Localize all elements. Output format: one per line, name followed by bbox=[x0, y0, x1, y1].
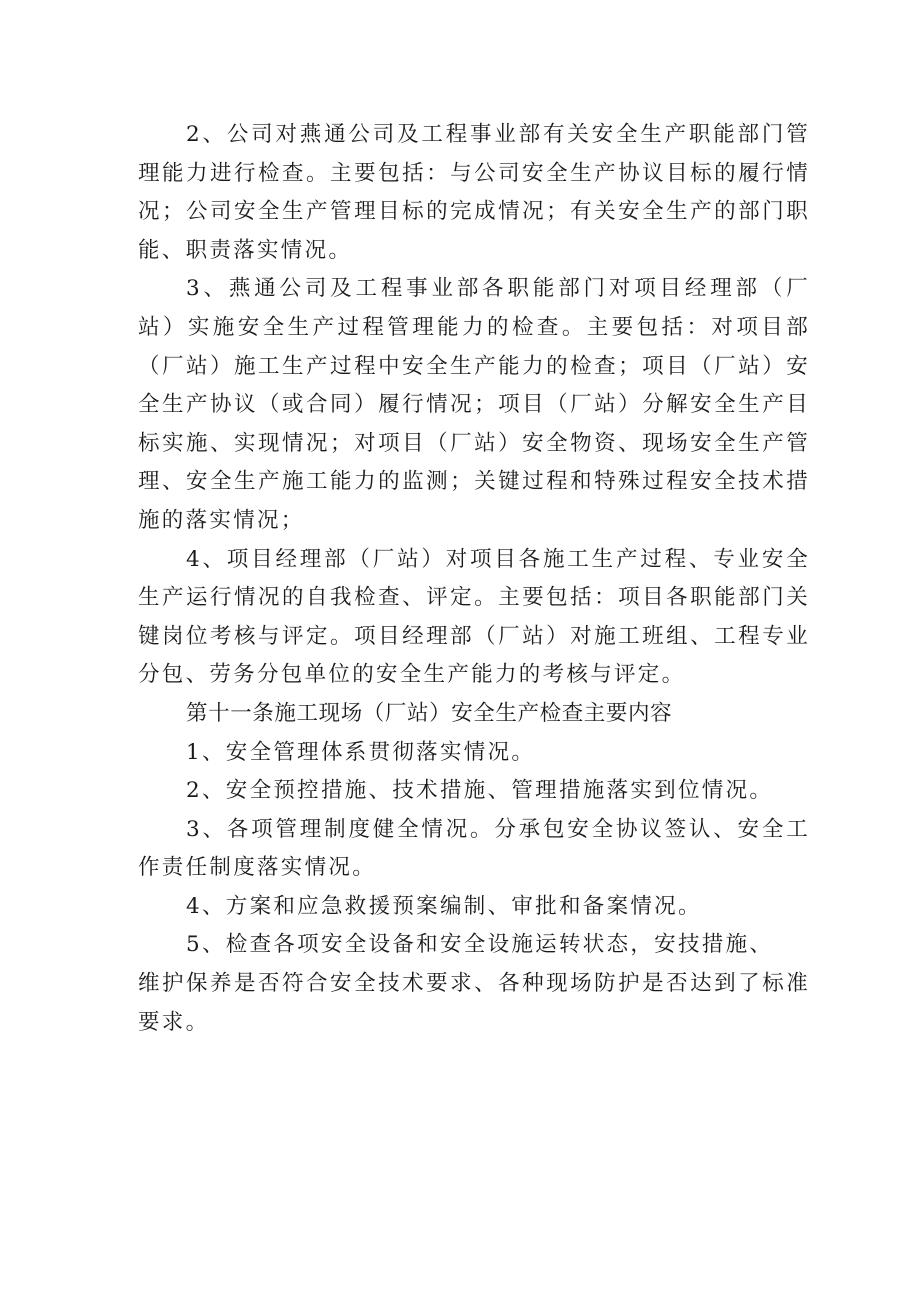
check-item-3: 3、各项管理制度健全情况。分承包安全协议签认、安全工作责任制度落实情况。 bbox=[138, 816, 810, 881]
paragraph-item-4: 4、项目经理部（厂站）对项目各施工生产过程、专业安全生产运行情况的自我检查、评定。主要包括：项目各职能部门关键岗位考核与评定。项目经理部（厂站）对施工班组、工程专业分包、劳务分包单位的安全生产能力的考核与评定。 bbox=[138, 546, 810, 688]
check-item-1: 1、安全管理体系贯彻落实情况。 bbox=[186, 739, 536, 765]
document-body bbox=[138, 116, 810, 1042]
check-item-2: 2、安全预控措施、技术措施、管理措施落实到位情况。 bbox=[186, 778, 774, 804]
check-item-5-continuation: 维护保养是否符合安全技术要求、各种现场防护是否达到了标准要求。 bbox=[138, 971, 810, 1035]
article-11-heading: 第十一条施工现场（厂站）安全生产检查主要内容 bbox=[186, 700, 673, 726]
check-item-4: 4、方案和应急救援预案编制、审批和备案情况。 bbox=[186, 893, 702, 919]
check-item-5-first-line: 5、检查各项安全设备和安全设施运转状态，安技措施、 bbox=[186, 932, 774, 958]
paragraph-item-3: 3、燕通公司及工程事业部各职能部门对项目经理部（厂站）实施安全生产过程管理能力的检查。主要包括：对项目部（厂站）施工生产过程中安全生产能力的检查；项目（厂站）安全生产协议（或合同）履行情况；项目（厂站）分解安全生产目标实施、实现情况；对项目（厂站）安全物资、现场安全生产管理、安全生产施工能力的监测；关键过程和特殊过程安全技术措施的落实情况； bbox=[138, 276, 810, 533]
paragraph-item-2: 2、公司对燕通公司及工程事业部有关安全生产职能部门管理能力进行检查。主要包括：与公司安全生产协议目标的履行情况；公司安全生产管理目标的完成情况；有关安全生产的部门职能、职责落实情况。 bbox=[138, 122, 810, 263]
